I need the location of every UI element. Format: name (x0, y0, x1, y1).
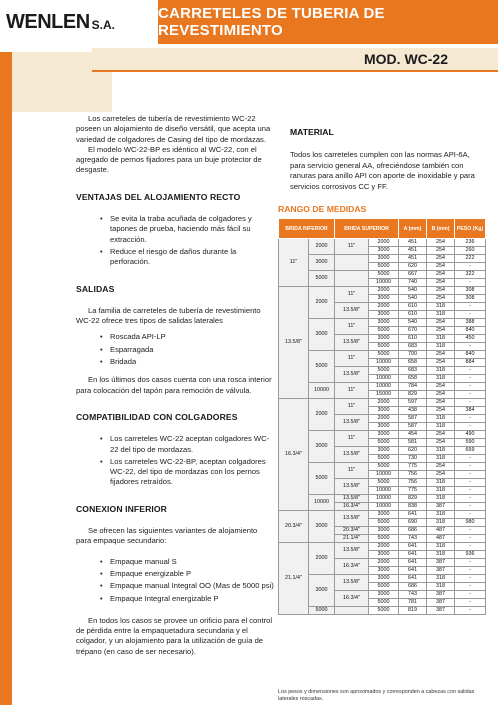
table-cell: 13.5/8" (335, 575, 369, 591)
table-cell: - (455, 303, 486, 311)
table-cell: 318 (427, 575, 455, 583)
table-cell: 775 (399, 487, 427, 495)
table-cell: 13.5/8" (335, 415, 369, 431)
table-cell: 936 (455, 551, 486, 559)
table-cell: 10000 (369, 471, 399, 479)
table-cell: 487 (427, 535, 455, 543)
compat-list (76, 434, 274, 487)
table-cell: - (455, 375, 486, 383)
table-cell: 658 (399, 359, 427, 367)
table-row (279, 511, 486, 519)
table-cell: 318 (427, 487, 455, 495)
table-cell: 16.3/4" (335, 503, 369, 511)
table-cell: 13.5/8" (335, 447, 369, 463)
table-cell: 743 (399, 591, 427, 599)
table-row (279, 543, 486, 551)
table-row (279, 255, 486, 263)
table-cell: 5000 (369, 599, 399, 607)
table-cell: 740 (399, 279, 427, 287)
table-cell: 5000 (369, 519, 399, 527)
intro-paragraph-2: El modelo WC-22-BP es idéntico al WC-22, con el agregado de pernos fijadores para un buje protector de desgaste. (76, 144, 262, 175)
table-cell: 318 (427, 551, 455, 559)
table-cell: - (455, 543, 486, 551)
table-cell: 5000 (309, 607, 335, 615)
table-cell: - (455, 559, 486, 567)
table-cell: 451 (399, 239, 427, 247)
table-cell: 641 (399, 543, 427, 551)
heading-material: MATERIAL (290, 127, 334, 137)
table-cell: 387 (427, 567, 455, 575)
table-row (279, 383, 486, 391)
table-cell: 743 (399, 535, 427, 543)
table-cell: 641 (399, 511, 427, 519)
heading-rango: RANGO DE MEDIDAS (278, 204, 367, 214)
sizes-table-wrapper (278, 218, 485, 615)
table-cell: - (455, 575, 486, 583)
table-cell: - (455, 487, 486, 495)
list-item: • Reduce el riesgo de daños durante la perforación. (100, 247, 274, 268)
table-cell: 641 (399, 575, 427, 583)
table-cell: 10000 (369, 383, 399, 391)
table-cell: - (455, 511, 486, 519)
table-cell: 308 (455, 287, 486, 295)
table-cell: 3000 (369, 407, 399, 415)
list-item: • Empaque manual S (100, 557, 274, 567)
table-cell: 5000 (369, 455, 399, 463)
title-bar (158, 0, 498, 44)
table-cell (335, 607, 369, 615)
list-item: • Empaque manual Integral OO (Mas de 5000 psi) (100, 581, 274, 591)
table-cell: 540 (399, 295, 427, 303)
table-cell: 3000 (369, 311, 399, 319)
table-cell: 3000 (369, 255, 399, 263)
table-cell: 587 (399, 423, 427, 431)
table-cell: 254 (427, 439, 455, 447)
table-cell: 730 (399, 455, 427, 463)
table-cell: 775 (399, 463, 427, 471)
heading-compatibilidad: COMPATIBILIDAD CON COLGADORES (76, 411, 238, 422)
table-cell: 781 (399, 599, 427, 607)
table-cell: 5000 (369, 327, 399, 335)
table-cell: 5000 (369, 463, 399, 471)
table-cell: 590 (455, 439, 486, 447)
table-cell: 254 (427, 287, 455, 295)
table-cell: - (455, 383, 486, 391)
table-cell: 10000 (369, 279, 399, 287)
page-title: CARRETELES DE TUBERIA DE REVESTIMIENTO (158, 5, 385, 39)
list-item: • Los carreteles WC-22-BP, aceptan colgadores WC-22, del tipo de mordazas con los pernos fijadores retraídos. (100, 457, 274, 488)
table-cell: 10000 (309, 495, 335, 511)
table-cell: 387 (427, 591, 455, 599)
table-cell: - (455, 399, 486, 407)
table-cell: 610 (399, 311, 427, 319)
table-cell: 384 (455, 407, 486, 415)
table-cell: 3000 (369, 591, 399, 599)
table-cell: 683 (399, 343, 427, 351)
table-cell: - (455, 471, 486, 479)
table-cell: 670 (399, 327, 427, 335)
table-cell: 980 (455, 519, 486, 527)
side-strip (0, 52, 12, 705)
table-cell: 318 (427, 367, 455, 375)
table-cell: 620 (399, 263, 427, 271)
table-cell: 254 (427, 279, 455, 287)
table-cell: 620 (399, 447, 427, 455)
table-cell: 683 (399, 367, 427, 375)
logo-text: WENLEN (6, 10, 90, 33)
table-cell: 838 (399, 503, 427, 511)
table-cell: - (455, 463, 486, 471)
table-cell: 5000 (369, 607, 399, 615)
table-cell: 641 (399, 551, 427, 559)
table-cell: 13.5/8" (335, 303, 369, 319)
table-row (279, 319, 486, 327)
table-cell: 11" (279, 239, 309, 287)
table-row (279, 607, 486, 615)
table-cell: 3000 (369, 551, 399, 559)
table-cell: 700 (399, 351, 427, 359)
table-cell: - (455, 455, 486, 463)
col-header-b: B (mm) (427, 219, 455, 239)
table-cell: 10000 (369, 503, 399, 511)
table-cell: 11" (335, 287, 369, 303)
table-cell: - (455, 343, 486, 351)
table-row (279, 575, 486, 583)
table-cell: 318 (427, 583, 455, 591)
table-cell: 3000 (369, 335, 399, 343)
table-cell: 819 (399, 607, 427, 615)
table-cell: 2000 (309, 543, 335, 575)
table-cell: 5000 (369, 271, 399, 279)
table-cell: 2000 (369, 399, 399, 407)
table-cell: 254 (427, 351, 455, 359)
sizes-table (278, 218, 486, 615)
table-cell: - (455, 599, 486, 607)
material-text: Todos los carreteles cumplen con las normas API-6A, para servicio general AA, ofreciéndose también con ranuras para anillo API con aporte de inoxidable y para servicios corrosivos CC y FF. (290, 150, 475, 191)
table-cell: 11" (335, 239, 369, 255)
table-cell: 884 (455, 359, 486, 367)
company-logo (0, 0, 148, 44)
logo-suffix: S.A. (91, 18, 116, 32)
table-cell: 658 (399, 375, 427, 383)
table-cell: - (455, 567, 486, 575)
table-cell: - (455, 495, 486, 503)
table-cell: 318 (427, 415, 455, 423)
table-cell: 2000 (369, 415, 399, 423)
table-cell: 387 (427, 503, 455, 511)
table-cell: 540 (399, 287, 427, 295)
table-cell: 10000 (309, 383, 335, 399)
table-cell: 254 (427, 407, 455, 415)
table-cell: 308 (455, 295, 486, 303)
table-cell: - (455, 479, 486, 487)
table-cell: 597 (399, 399, 427, 407)
table-cell: 756 (399, 479, 427, 487)
table-cell: 667 (399, 271, 427, 279)
table-cell: 641 (399, 567, 427, 575)
table-cell: 20.3/4" (335, 527, 369, 535)
table-cell: - (455, 391, 486, 399)
list-item: • Bridada (100, 357, 274, 367)
table-row (279, 271, 486, 279)
table-cell: 3000 (369, 527, 399, 535)
list-item: • Roscada API-LP (100, 332, 274, 342)
table-cell: 254 (427, 359, 455, 367)
table-cell: 3000 (309, 431, 335, 463)
table-cell: 451 (399, 255, 427, 263)
table-cell: 254 (427, 391, 455, 399)
table-cell: 829 (399, 495, 427, 503)
table-cell: 387 (427, 607, 455, 615)
table-header-row (279, 219, 486, 239)
table-cell: 10000 (369, 375, 399, 383)
table-cell: 756 (399, 471, 427, 479)
table-cell: 318 (427, 479, 455, 487)
table-cell: 13.5/8" (335, 511, 369, 527)
table-cell: 254 (427, 295, 455, 303)
table-cell: 16.3/4" (335, 591, 369, 607)
table-cell: 254 (427, 247, 455, 255)
table-cell: 3000 (369, 319, 399, 327)
table-cell: - (455, 535, 486, 543)
table-cell: 5000 (369, 351, 399, 359)
table-cell: 5000 (369, 439, 399, 447)
table-cell: 16.3/4" (335, 559, 369, 575)
table-cell: 388 (455, 319, 486, 327)
table-cell: 2000 (309, 239, 335, 255)
table-row (279, 287, 486, 295)
table-cell: 690 (399, 519, 427, 527)
table-cell: - (455, 423, 486, 431)
table-cell: - (455, 527, 486, 535)
table-cell: 3000 (309, 255, 335, 271)
table-cell: 840 (455, 327, 486, 335)
table-cell: 840 (455, 351, 486, 359)
table-cell: 2000 (309, 399, 335, 431)
table-cell: 587 (399, 415, 427, 423)
table-footnote: Los pesos y dimensiones son aproximados y corresponden a cabezas con salidas laterales roscadas. (278, 689, 475, 702)
list-item: • Se evita la traba acuñada de colgadores y tapones de prueba, haciendo más fácil su extracción. (100, 214, 274, 245)
table-cell: 13.5/8" (335, 495, 369, 503)
salidas-text: La familia de carreteles de tubería de revestimiento WC-22 ofrece tres tipos de salidas laterales (76, 305, 261, 326)
table-cell: - (455, 591, 486, 599)
table-cell: 3000 (369, 567, 399, 575)
table-cell (335, 271, 369, 287)
table-cell: 387 (427, 559, 455, 567)
table-cell: 318 (427, 423, 455, 431)
table-cell: - (455, 367, 486, 375)
table-cell: 454 (399, 431, 427, 439)
table-cell: 5000 (369, 263, 399, 271)
table-cell: 254 (427, 383, 455, 391)
table-cell: 3000 (369, 423, 399, 431)
model-bar (92, 48, 498, 72)
table-cell: - (455, 263, 486, 271)
table-body (279, 239, 486, 615)
table-cell: 659 (455, 447, 486, 455)
intro-paragraph-1: Los carreteles de tubería de revestimiento WC-22 poseen un alojamiento de diseño versátil, que acepta una variedad de colgadores de Casing del tipo de mordazas. (76, 114, 271, 144)
table-cell: 13.5/8" (335, 479, 369, 495)
table-cell: 11" (335, 399, 369, 415)
table-cell: 487 (427, 527, 455, 535)
table-cell: - (455, 311, 486, 319)
table-cell: 254 (427, 431, 455, 439)
table-cell: 20.3/4" (279, 511, 309, 543)
left-column (76, 114, 274, 657)
table-cell: 318 (427, 343, 455, 351)
salidas-list (76, 332, 274, 367)
table-cell: 15000 (369, 391, 399, 399)
table-cell: 686 (399, 527, 427, 535)
heading-ventajas: VENTAJAS DEL ALOJAMIENTO RECTO (76, 191, 241, 202)
table-cell: 829 (399, 391, 427, 399)
table-row (279, 239, 486, 247)
table-cell: 2000 (369, 543, 399, 551)
table-cell: 5000 (369, 583, 399, 591)
table-cell: 21.1/4" (335, 535, 369, 543)
table-cell: 318 (427, 455, 455, 463)
table-cell: 5000 (309, 351, 335, 383)
conexion-note: En todos los casos se provee un orificio para el control de pérdida entre la empaquetadura secundaria y el colgador, y un alojamiento para la utilización de guía de trépano (en caso de ser necesario). (76, 615, 273, 656)
table-cell: 318 (427, 303, 455, 311)
table-cell: 318 (427, 375, 455, 383)
table-cell: 387 (427, 599, 455, 607)
table-cell: 13.5/8" (335, 543, 369, 559)
table-cell: - (455, 415, 486, 423)
table-cell: 10000 (369, 359, 399, 367)
table-row (279, 399, 486, 407)
table-cell: 254 (427, 255, 455, 263)
table-cell: 254 (427, 327, 455, 335)
table-cell: 2000 (369, 239, 399, 247)
table-cell: - (455, 607, 486, 615)
table-row (279, 495, 486, 503)
table-cell: 3000 (369, 447, 399, 455)
list-item: • Empaque Integral energizable P (100, 594, 274, 604)
table-cell: 3000 (369, 295, 399, 303)
table-cell: 5000 (309, 463, 335, 495)
table-cell: 21.1/4" (279, 543, 309, 615)
table-cell: 13.5/8" (335, 335, 369, 351)
table-cell: 610 (399, 335, 427, 343)
table-cell: 784 (399, 383, 427, 391)
table-cell: 254 (427, 263, 455, 271)
list-item: • Esparragada (100, 345, 274, 355)
table-cell: 10000 (369, 487, 399, 495)
table-row (279, 351, 486, 359)
salidas-note: En los últimos dos casos cuenta con una rosca interior para colocación del tapón para remoción de válvula. (76, 375, 272, 395)
table-cell: 13.5/8" (279, 287, 309, 399)
table-row (279, 431, 486, 439)
col-header-brida-superior: BRIDA SUPERIOR (335, 219, 399, 239)
table-cell: 451 (399, 247, 427, 255)
conexion-text: Se ofrecen las siguientes variantes de alojamiento para empaque secundario: (76, 526, 258, 546)
table-cell: 641 (399, 559, 427, 567)
table-cell: 5000 (309, 271, 335, 287)
table-cell: 2000 (369, 287, 399, 295)
table-cell: 318 (427, 447, 455, 455)
table-cell: 3000 (309, 511, 335, 543)
table-cell: 318 (427, 543, 455, 551)
table-cell: 254 (427, 463, 455, 471)
table-cell: 581 (399, 439, 427, 447)
conexion-list (76, 557, 274, 604)
table-cell: 11" (335, 431, 369, 447)
table-cell: 318 (427, 311, 455, 319)
ventajas-list (76, 214, 274, 267)
table-cell: 3000 (309, 575, 335, 607)
table-cell: 11" (335, 383, 369, 399)
col-header-a: A (mm) (399, 219, 427, 239)
table-cell: 254 (427, 271, 455, 279)
col-header-peso: PESO (Kg) (455, 219, 486, 239)
table-cell: 5000 (369, 367, 399, 375)
table-cell: 318 (427, 495, 455, 503)
table-cell: 222 (455, 255, 486, 263)
table-cell: 540 (399, 319, 427, 327)
table-cell: 5000 (369, 535, 399, 543)
table-cell: 322 (455, 271, 486, 279)
table-cell: 10000 (369, 495, 399, 503)
table-cell: - (455, 279, 486, 287)
table-cell: 3000 (369, 247, 399, 255)
col-header-brida-inferior: BRIDA INFERIOR (279, 219, 335, 239)
table-cell: 318 (427, 519, 455, 527)
table-cell: 3000 (369, 431, 399, 439)
table-cell: 3000 (369, 575, 399, 583)
table-row (279, 463, 486, 471)
table-cell: 318 (427, 511, 455, 519)
table-cell: 254 (427, 471, 455, 479)
table-cell: 2000 (309, 287, 335, 319)
heading-conexion: CONEXION INFERIOR (76, 503, 167, 514)
table-cell: 11" (335, 351, 369, 367)
table-cell (335, 255, 369, 271)
table-cell: 260 (455, 247, 486, 255)
page-header (0, 0, 498, 44)
table-cell: 438 (399, 407, 427, 415)
table-cell: 318 (427, 335, 455, 343)
list-item: • Empaque energizable P (100, 569, 274, 579)
table-cell: 686 (399, 583, 427, 591)
model-label: MOD. WC-22 (364, 51, 448, 67)
list-item: • Los carreteles WC-22 aceptan colgadores WC-22 del tipo de mordazas. (100, 434, 274, 455)
table-cell: 254 (427, 239, 455, 247)
table-cell: 254 (427, 399, 455, 407)
table-cell: 3000 (369, 511, 399, 519)
table-cell: 13.5/8" (335, 367, 369, 383)
table-cell: 450 (455, 335, 486, 343)
table-cell: 5000 (369, 343, 399, 351)
table-cell: 254 (427, 319, 455, 327)
heading-salidas: SALIDAS (76, 283, 115, 294)
table-cell: 5000 (369, 479, 399, 487)
table-cell: - (455, 503, 486, 511)
table-cell: 2000 (369, 559, 399, 567)
table-cell: 236 (455, 239, 486, 247)
table-cell: 490 (455, 431, 486, 439)
table-cell: 2000 (369, 303, 399, 311)
table-cell: 16.3/4" (279, 399, 309, 511)
table-cell: - (455, 583, 486, 591)
table-cell: 11" (335, 463, 369, 479)
table-cell: 3000 (309, 319, 335, 351)
table-cell: 11" (335, 319, 369, 335)
table-cell: 610 (399, 303, 427, 311)
